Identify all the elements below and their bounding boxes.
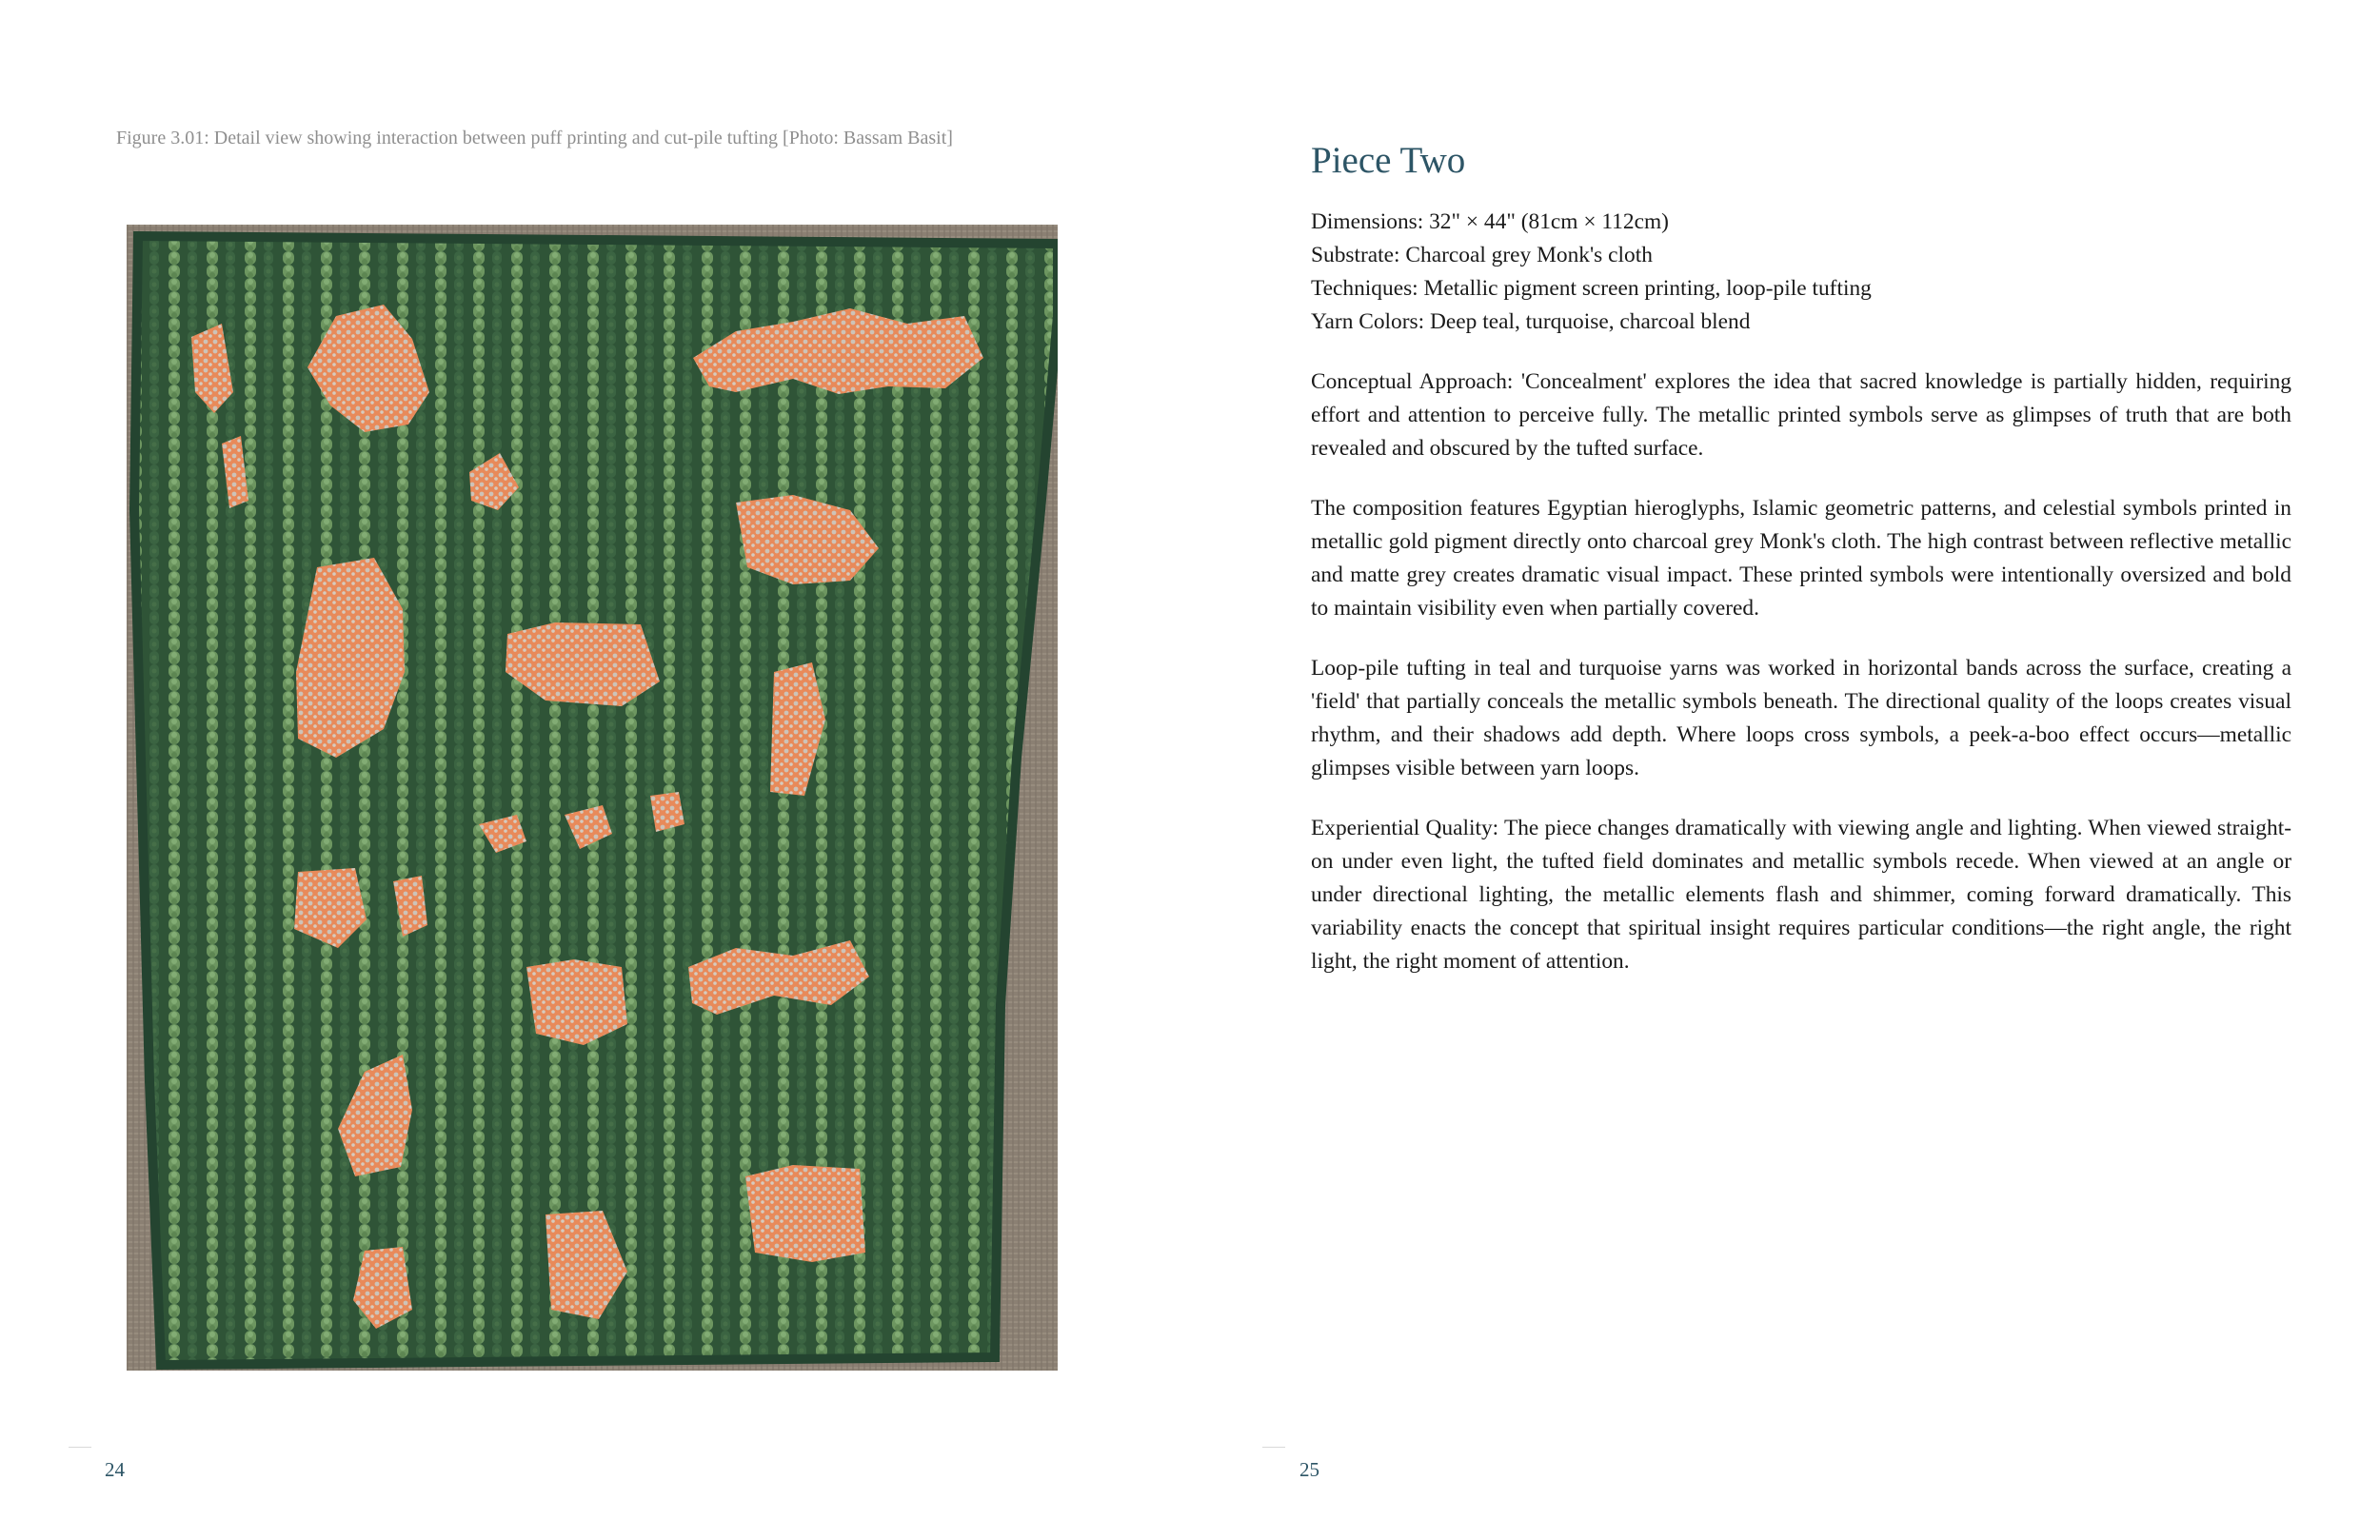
section-title: Piece Two (1311, 140, 1466, 181)
spec-techniques: Techniques: Metallic pigment screen printing, loop-pile tufting (1311, 276, 1872, 301)
right-page (1190, 0, 2380, 1540)
spec-list (1311, 206, 2291, 339)
spec-yarn-colors: Yarn Colors: Deep teal, turquoise, charcoal blend (1311, 309, 1751, 334)
paragraph-conceptual-approach: Conceptual Approach: 'Concealment' explores the idea that sacred knowledge is partially hidden, requiring effort and attention to perceive fully. The metallic printed symbols serve as glimpses of truth that are both revealed and obscured by the tufted surface. (1311, 369, 2291, 461)
spec-dimensions: Dimensions: 32" × 44" (81cm × 112cm) (1311, 209, 1669, 234)
paragraph-experiential-quality: Experiential Quality: The piece changes dramatically with viewing angle and lighting. When viewed straight-on under even light, the tufted field dominates and metallic symbols recede. When viewed at an angle or under directional lighting, the metallic elements flash and shimmer, coming forward dramatically. This variability enacts the concept that spiritual insight requires particular conditions—the right angle, the right light, the right moment of attention. (1311, 816, 2291, 974)
folio-rule (69, 1447, 91, 1448)
folio-rule (1262, 1447, 1285, 1448)
tufted-textile-image (127, 225, 1058, 1371)
page-number: 25 (1299, 1458, 1319, 1481)
page-number: 24 (105, 1458, 125, 1481)
artwork-photo (127, 225, 1058, 1371)
figure-caption: Figure 3.01: Detail view showing interaction between puff printing and cut-pile tufting [Photo: Bassam Basit] (116, 128, 953, 148)
paragraph-composition: The composition features Egyptian hieroglyphs, Islamic geometric patterns, and celestial symbols printed in metallic gold pigment directly onto charcoal grey Monk's cloth. The high contrast between reflective metallic and matte grey creates dramatic visual impact. These printed symbols were intentionally oversized and bold to maintain visibility even when partially covered. (1311, 496, 2291, 621)
paragraph-loop-pile: Loop-pile tufting in teal and turquoise yarns was worked in horizontal bands across the surface, creating a 'field' that partially conceals the metallic symbols beneath. The directional quality of the loops creates visual rhythm, and their shadows add depth. Where loops cross symbols, a peek-a-boo effect occurs—metallic glimpses visible between yarn loops. (1311, 656, 2291, 780)
spec-substrate: Substrate: Charcoal grey Monk's cloth (1311, 243, 1653, 267)
body-text (1311, 206, 2291, 1005)
